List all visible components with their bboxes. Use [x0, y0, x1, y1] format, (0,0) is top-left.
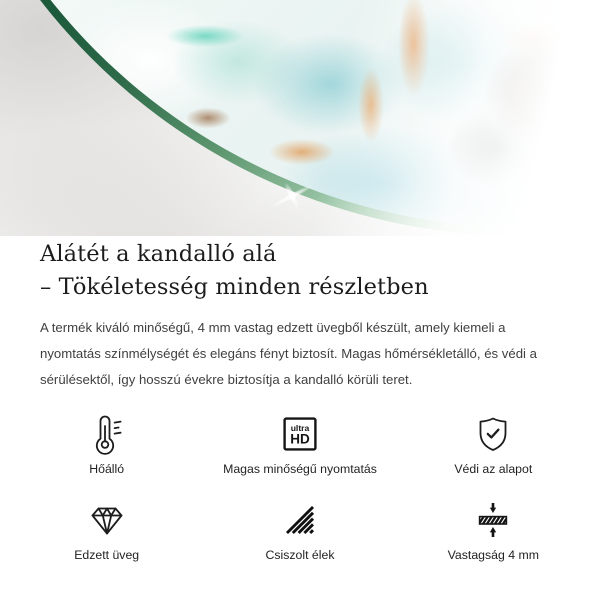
thickness-icon: [473, 498, 513, 542]
ultra-hd-badge-bottom: HD: [290, 431, 310, 447]
feature-label: Edzett üveg: [74, 548, 140, 562]
feature-label: Védi az alapot: [454, 462, 533, 476]
feature-label: Csiszolt élek: [265, 548, 335, 562]
product-description: A termék kiváló minőségű, 4 mm vastag edzett üvegből készült, amely kiemeli a nyomtatás színmélységét és elegáns fényt biztosít. Magas hőmérsékletálló, és védi a sérülésektől, így hosszú évekre biztosítja a kandalló körüli teret.: [40, 320, 537, 387]
page-title-line-2: – Tökéletesség minden részletben: [40, 274, 429, 300]
shield-check-icon: [473, 412, 513, 456]
page-title: [40, 238, 560, 304]
product-description-section: [0, 238, 600, 393]
feature-label: Vastagság 4 mm: [447, 548, 539, 562]
feature-label: Magas minőségű nyomtatás: [223, 462, 377, 476]
feature-protects-base: [397, 412, 590, 477]
feature-ultra-hd-print: [203, 412, 396, 477]
ultra-hd-icon: [280, 412, 320, 456]
feature-tempered-glass: [10, 498, 203, 563]
diamond-icon: [87, 498, 127, 542]
ultra-hd-badge-top: ultra: [290, 423, 310, 433]
product-photo: [0, 0, 600, 236]
polished-edge-icon: [280, 498, 320, 542]
feature-polished-edges: [203, 498, 396, 563]
feature-heat-resistant: [10, 412, 203, 477]
feature-label: Hőálló: [89, 462, 125, 476]
photo-fade-overlay: [0, 0, 600, 236]
feature-thickness: [397, 498, 590, 563]
feature-grid: [10, 412, 590, 563]
page-title-line-1: Alátét a kandalló alá: [40, 241, 277, 267]
thermometer-icon: [87, 412, 127, 456]
